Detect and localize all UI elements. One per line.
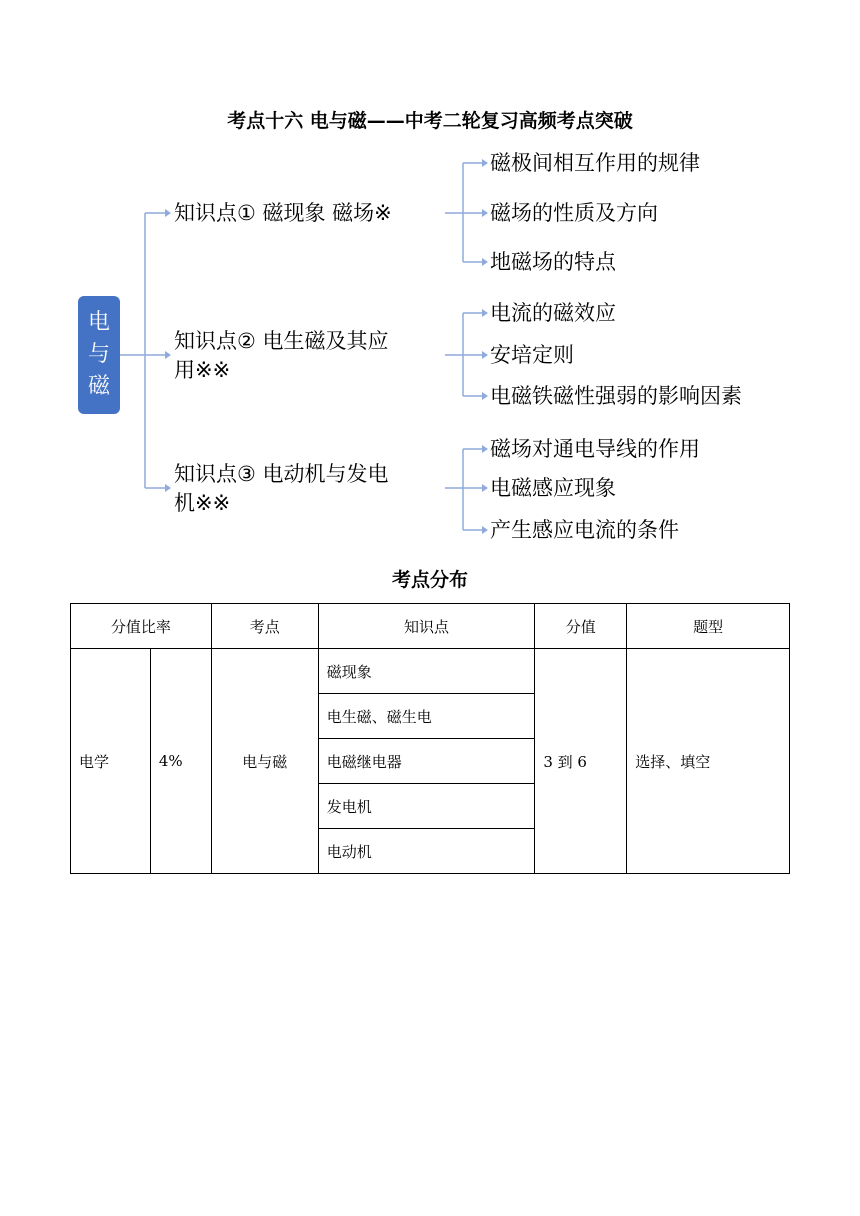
branch-1-item-2: 磁场的性质及方向 [490,201,658,225]
header-topic: 考点 [211,604,318,649]
cell-knowledge-5: 电动机 [318,829,535,874]
branch-1-label: 知识点① 磁现象 磁场※ [174,201,392,225]
branch-2-item-2: 安培定则 [490,343,574,367]
distribution-table [70,603,790,874]
mindmap-connectors [0,0,860,560]
header-knowledge: 知识点 [318,604,535,649]
branch-1-item-1: 磁极间相互作用的规律 [490,151,700,175]
page-title: 考点十六 电与磁——中考二轮复习高频考点突破 [227,110,633,132]
branch-2-item-1: 电流的磁效应 [490,301,616,325]
branch-1-item-3: 地磁场的特点 [490,250,616,274]
mindmap-root [78,296,120,414]
branch-2-item-3: 电磁铁磁性强弱的影响因素 [490,384,742,408]
root-char-1: 电 [87,310,110,335]
table-row [71,649,790,694]
root-char-3: 磁 [87,374,110,399]
branch-3-item-1: 磁场对通电导线的作用 [490,437,700,461]
cell-knowledge-2: 电生磁、磁生电 [318,694,535,739]
cell-topic: 电与磁 [211,649,318,874]
cell-question-type: 选择、填空 [627,649,790,874]
header-question-type: 题型 [627,604,790,649]
cell-subject: 电学 [71,649,151,874]
distribution-title: 考点分布 [391,569,468,591]
branch-2-label-line2: 用※※ [174,358,231,382]
cell-knowledge-4: 发电机 [318,784,535,829]
root-char-2: 与 [87,342,110,367]
branch-3-item-2: 电磁感应现象 [490,476,616,500]
branch-2-label-line1: 知识点② 电生磁及其应 [174,329,389,353]
cell-score: 3 到 6 [535,649,627,874]
cell-knowledge-3: 电磁继电器 [318,739,535,784]
branch-3-label-line1: 知识点③ 电动机与发电 [174,462,389,486]
table-header-row [71,604,790,649]
cell-ratio: 4% [150,649,211,874]
cell-knowledge-1: 磁现象 [318,649,535,694]
header-ratio: 分值比率 [71,604,212,649]
header-score: 分值 [535,604,627,649]
branch-3-item-3: 产生感应电流的条件 [490,518,679,542]
branch-3-label-line2: 机※※ [174,491,231,515]
